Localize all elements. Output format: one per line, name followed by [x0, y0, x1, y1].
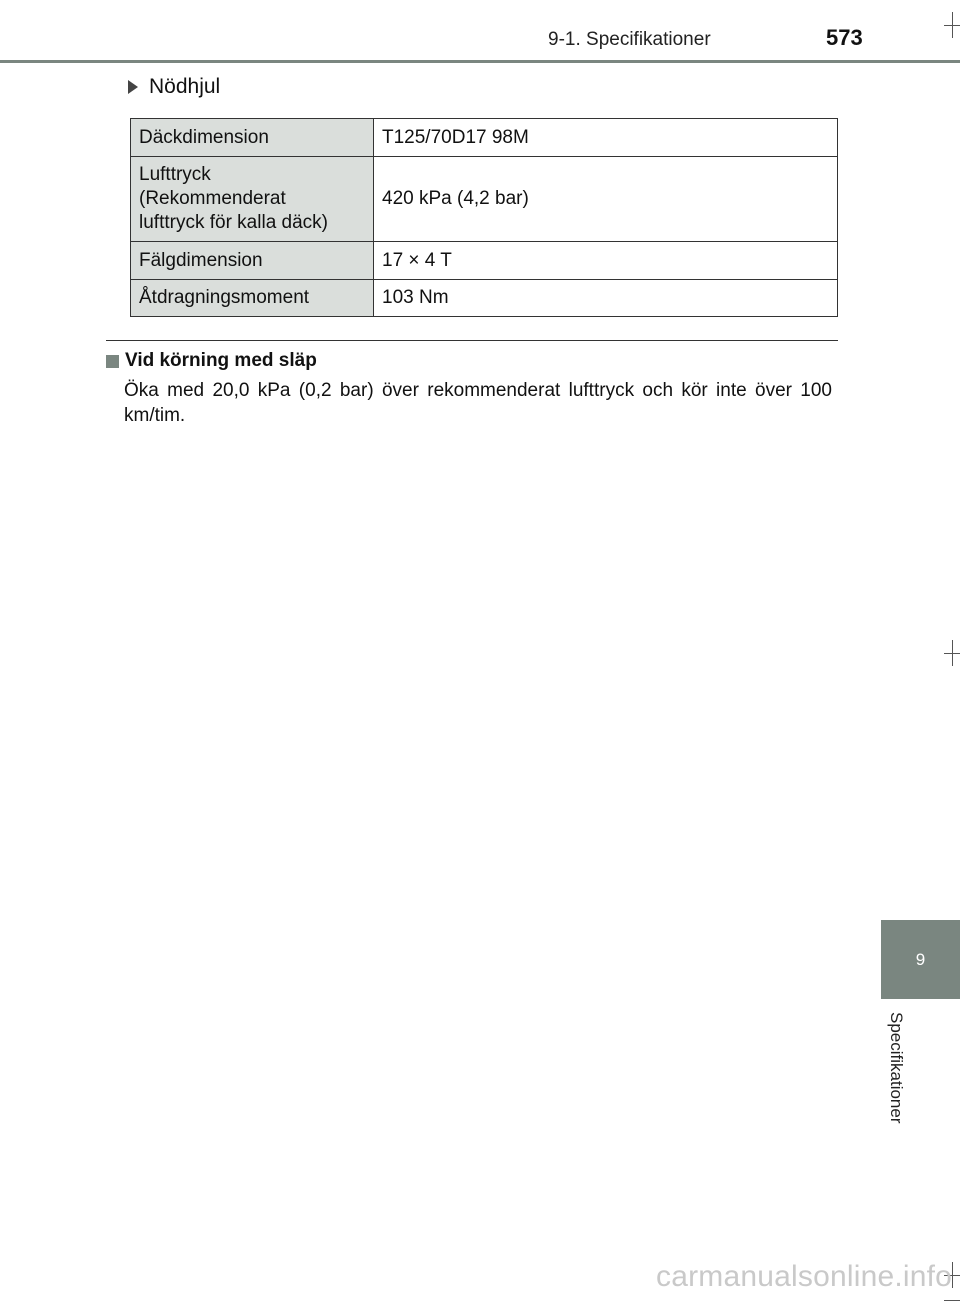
chapter-number: 9 — [915, 949, 926, 969]
subheading-text: Nödhjul — [149, 75, 221, 98]
watermark-text: carmanualsonline.info — [656, 1260, 953, 1293]
square-bullet-icon — [106, 355, 119, 368]
table-cell-label: Åtdragningsmoment — [131, 280, 374, 317]
table-row — [131, 242, 838, 280]
note-body: Öka med 20,0 kPa (0,2 bar) över rekommenderat lufttryck och kör inte över 100 km/tim. — [124, 380, 832, 426]
chapter-tab — [881, 920, 960, 999]
table-cell-label: Lufttryck (Rekommenderat lufttryck för kalla däck) — [131, 157, 374, 242]
section-divider — [106, 340, 838, 341]
table-row — [131, 157, 838, 242]
table-cell-value: 420 kPa (4,2 bar) — [374, 157, 838, 242]
table-cell-label: Däckdimension — [131, 119, 374, 157]
subheading — [128, 75, 220, 99]
note-heading-text: Vid körning med släp — [125, 350, 317, 371]
header-rule — [0, 60, 960, 63]
note-heading — [106, 350, 317, 372]
table-row — [131, 280, 838, 317]
chapter-side-label — [886, 1012, 914, 1142]
page-number: 573 — [826, 25, 863, 50]
table-row — [131, 119, 838, 157]
table-cell-value: T125/70D17 98M — [374, 119, 838, 157]
table-cell-value: 103 Nm — [374, 280, 838, 317]
spare-wheel-spec-table — [130, 118, 838, 317]
table-cell-label: Fälgdimension — [131, 242, 374, 280]
running-header-section: 9-1. Specifikationer — [548, 29, 711, 50]
arrow-right-icon — [128, 80, 138, 94]
chapter-side-label-text: Specifikationer — [887, 1012, 906, 1124]
table-cell-value: 17 × 4 T — [374, 242, 838, 280]
